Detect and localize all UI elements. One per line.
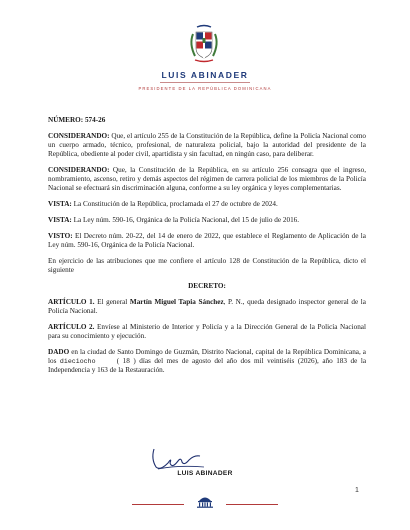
- article-2-label: ARTÍCULO 2.: [48, 322, 95, 331]
- decree-number-value: 574-26: [84, 116, 106, 124]
- decree-number-label: NÚMERO:: [48, 116, 84, 124]
- preamble: En ejercicio de las atribuciones que me confiere el artículo 128 de Constitución de la República, dicto el siguiente: [48, 256, 366, 274]
- considerando-2-text: Que, la Constitución de la República, en su artículo 256 consagra que el ingreso, nombramiento, ascenso, retiro y demás aspectos del régimen de carrera policial de los miembros de la Policía Nacional se efectuará sin discriminación alguna, conforme a su ley orgánica y leyes complementarias.: [48, 166, 366, 193]
- dado-day-num: ( 18 ): [116, 356, 136, 365]
- vista-1: [48, 200, 366, 209]
- handwritten-signature: [148, 445, 208, 473]
- visto: [48, 232, 366, 250]
- considerando-2: [48, 166, 366, 194]
- page-number: 1: [355, 487, 359, 494]
- dado-day-word: dieciocho: [59, 357, 96, 365]
- visto-text: El Decreto núm. 20-22, del 14 de enero de 2022, que establece el Reglamento de Aplicación de la Ley núm. 590-16, Orgánica de la Policía Nacional.: [48, 231, 366, 249]
- article-1-name: Martín Miguel Tapia Sánchez: [129, 297, 224, 306]
- decree-number: [48, 116, 366, 125]
- dado-label: DADO: [48, 347, 70, 356]
- header-divider: [160, 82, 250, 83]
- signature-name: LUIS ABINADER: [177, 470, 233, 477]
- article-1: [48, 298, 366, 316]
- dado-paragraph: [48, 348, 366, 376]
- header-title: PRESIDENTE DE LA REPÚBLICA DOMINICANA: [138, 86, 272, 91]
- article-1-pre: El general: [94, 297, 130, 306]
- article-2: [48, 323, 366, 341]
- palace-emblem-icon: [196, 494, 214, 508]
- dado-text-1: en la ciudad de Santo Domingo de Guzmán, Distrito Nacional, capital de la República Dominicana, a los: [48, 347, 366, 365]
- coat-of-arms-icon: [187, 24, 221, 64]
- header-name: LUIS ABINADER: [161, 70, 249, 80]
- considerando-2-label: CONSIDERANDO:: [48, 166, 110, 174]
- vista-1-label: VISTA:: [48, 200, 72, 209]
- considerando-1: [48, 132, 366, 160]
- considerando-1-label: CONSIDERANDO:: [48, 131, 110, 140]
- considerando-1-text: Que, el artículo 255 de la Constitución de la República, define la Policía Nacional como un cuerpo armado, técnico, profesional, de naturaleza policial, bajo la autoridad del presidente de la República, obediente al poder civil, apartidista y sin facultad, en ningún caso, para deliberar.: [48, 131, 366, 159]
- decree-body: [48, 116, 366, 382]
- article-1-post: , P. N., queda designado inspector general de la Policía Nacional.: [48, 297, 366, 315]
- footer-rule-left: [132, 504, 184, 505]
- vista-2: [48, 216, 366, 225]
- visto-label: VISTO:: [48, 231, 73, 240]
- vista-2-text: La Ley núm. 590-16, Orgánica de la Policía Nacional, del 15 de julio de 2016.: [71, 216, 300, 224]
- article-1-label: ARTÍCULO 1.: [48, 297, 95, 306]
- vista-2-label: VISTA:: [48, 216, 72, 224]
- dado-text-2: días del mes de agosto del año dos mil veintiséis (2026), año 183 de la Independencia y 163 de la Restauración.: [48, 356, 367, 374]
- vista-1-text: La Constitución de la República, proclamada el 27 de octubre de 2024.: [71, 200, 278, 209]
- footer-rule-right: [226, 504, 278, 505]
- decreto-heading: DECRETO:: [188, 281, 226, 290]
- article-2-text: Envíese al Ministerio de Interior y Policía y a la Dirección General de la Policía Nacional para su conocimiento y ejecución.: [48, 322, 366, 340]
